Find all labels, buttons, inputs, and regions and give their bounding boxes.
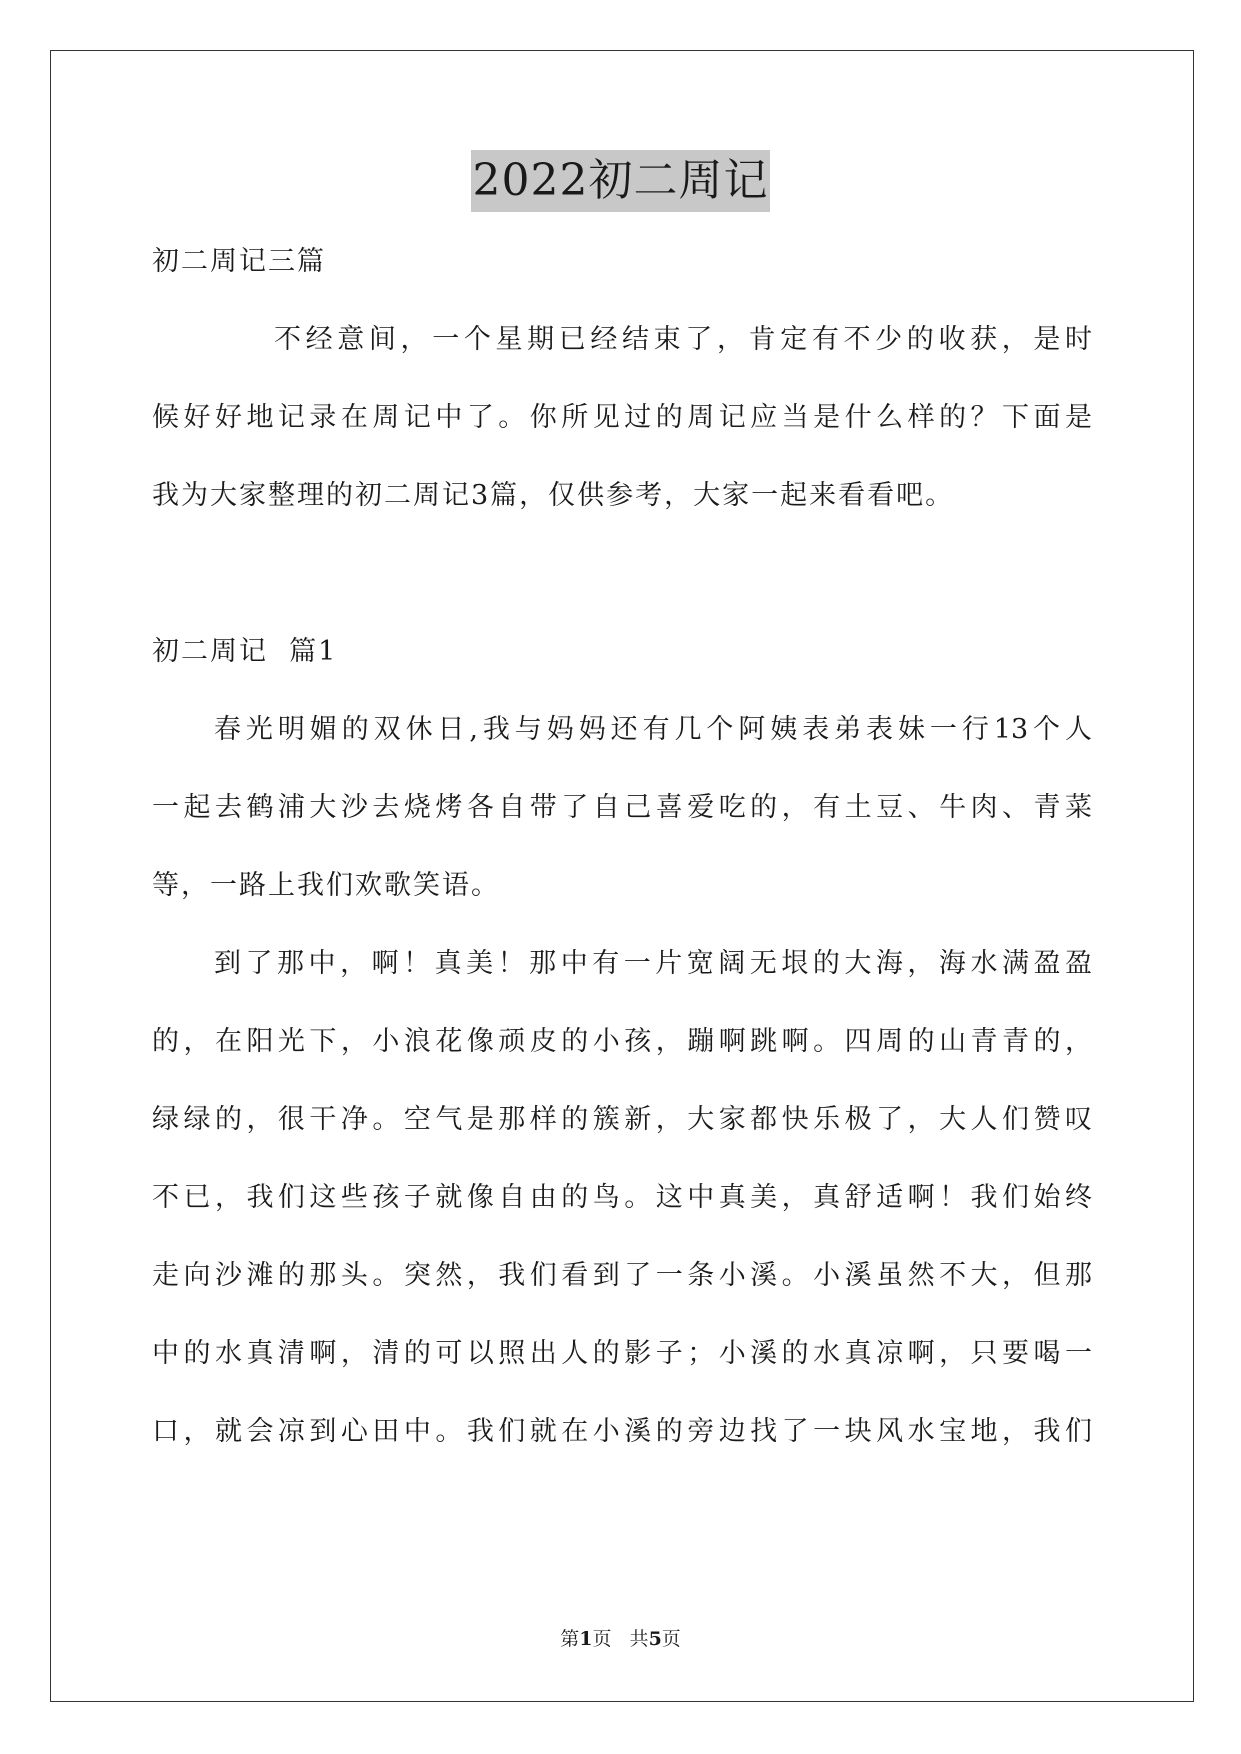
- paragraph-line: 到了那中，啊！真美！那中有一片宽阔无垠的大海，海水满盈盈: [214, 948, 1092, 979]
- page-footer: [0, 1624, 1241, 1651]
- paragraph-line: 不已，我们这些孩子就像自由的鸟。这中真美，真舒适啊！我们始终: [152, 1182, 1092, 1213]
- subtitle: 初二周记三篇: [152, 246, 326, 277]
- current-page-number: 1: [579, 1628, 593, 1650]
- paragraph-line: 一起去鹤浦大沙去烧烤各自带了自己喜爱吃的，有土豆、牛肉、青菜: [152, 792, 1092, 823]
- title-container: [0, 150, 1241, 212]
- total-pages-number: 5: [648, 1628, 662, 1650]
- paragraph-line: 春光明媚的双休日,我与妈妈还有几个阿姨表弟表妹一行13个人: [214, 714, 1092, 745]
- paragraph-line: 等，一路上我们欢歌笑语。: [152, 870, 500, 901]
- paragraph-line: 的，在阳光下，小浪花像顽皮的小孩，蹦啊跳啊。四周的山青青的，: [152, 1026, 1092, 1057]
- footer-mid: 页 共: [592, 1628, 649, 1650]
- intro-line: 不经意间，一个星期已经结束了，肯定有不少的收获，是时: [274, 324, 1092, 355]
- paragraph-line: 绿绿的，很干净。空气是那样的簇新，大家都快乐极了，大人们赞叹: [152, 1104, 1092, 1135]
- paragraph-line: 中的水真清啊，清的可以照出人的影子；小溪的水真凉啊，只要喝一: [152, 1338, 1092, 1369]
- footer-prefix: 第: [560, 1628, 580, 1650]
- intro-line: 候好好地记录在周记中了。你所见过的周记应当是什么样的？下面是: [152, 402, 1092, 433]
- intro-line: 我为大家整理的初二周记3篇，仅供参考，大家一起来看看吧。: [152, 480, 955, 511]
- spacer: [152, 548, 1092, 626]
- document-title: 2022初二周记: [471, 150, 771, 212]
- section-heading: 初二周记 篇1: [152, 636, 338, 667]
- document-body: [152, 236, 1092, 1484]
- footer-suffix: 页: [661, 1628, 681, 1650]
- paragraph-line: 走向沙滩的那头。突然，我们看到了一条小溪。小溪虽然不大，但那: [152, 1260, 1092, 1291]
- paragraph-line: 口，就会凉到心田中。我们就在小溪的旁边找了一块风水宝地，我们: [152, 1416, 1092, 1447]
